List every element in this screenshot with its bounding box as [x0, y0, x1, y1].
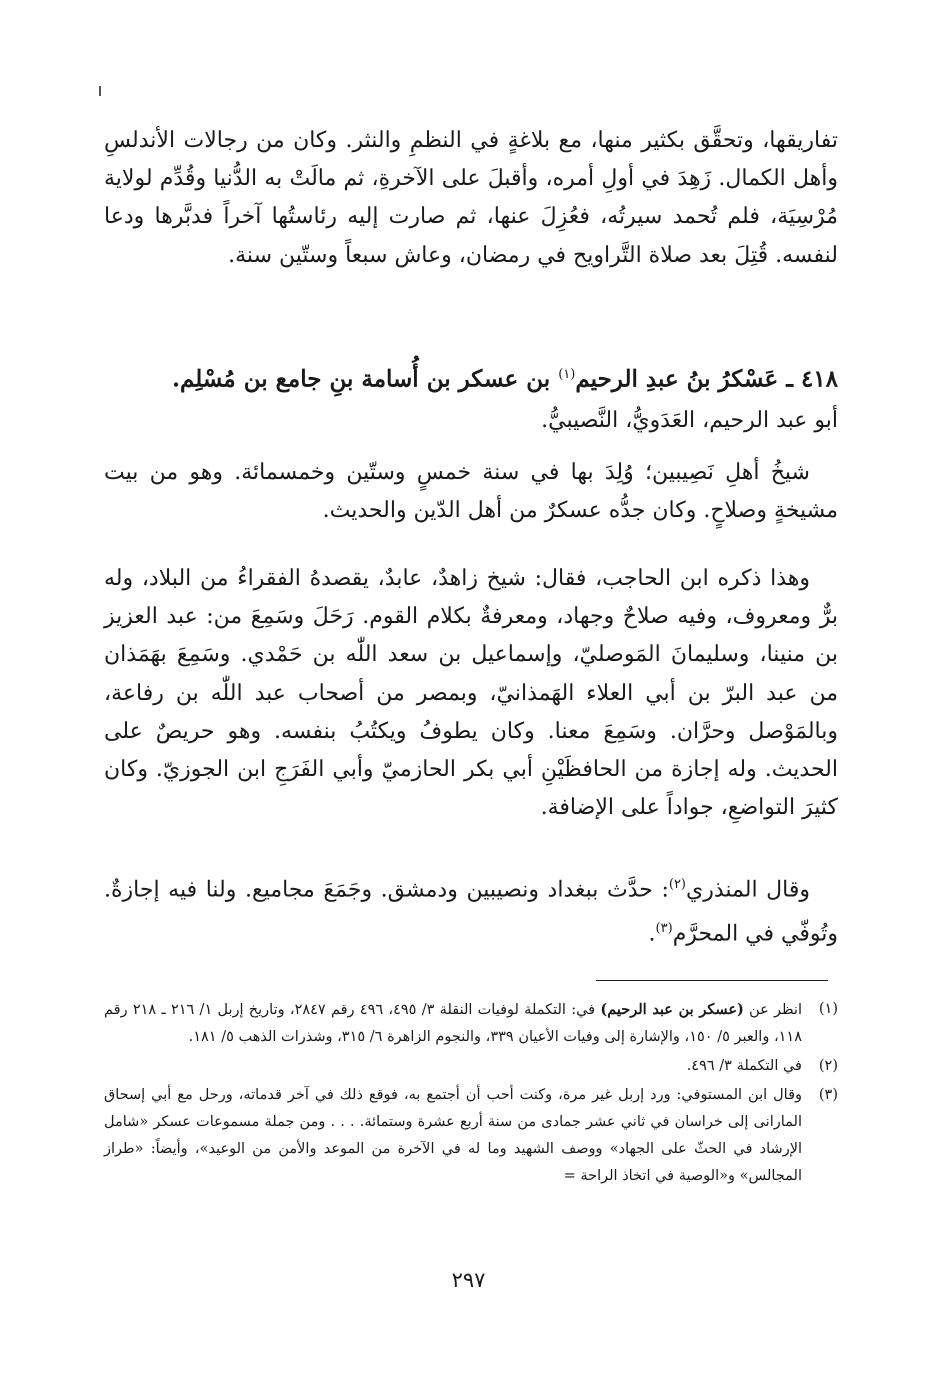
footnote-marker[interactable]: (١)	[558, 367, 576, 382]
footnote-2	[104, 1053, 838, 1080]
paragraph-continuation	[104, 122, 838, 275]
entry-heading-lineage: بن عسكر بن أُسامة بنِ جامع بن مُسْلِم.	[171, 365, 559, 393]
entry-heading-name: ٤١٨ ـ عَسْكرُ بنُ عبدِ الرحيم	[575, 365, 838, 393]
paragraph-ibn-alhajib	[104, 560, 838, 827]
footnote-number: (٢)	[818, 1058, 838, 1074]
footnote-number: (١)	[818, 1001, 838, 1017]
footnote-separator	[596, 980, 828, 981]
footnote-body	[104, 996, 802, 1051]
footnote-body	[104, 1082, 802, 1190]
paragraph-text: : حدَّث ببغداد ونصيبين ودمشق. وجَمَعَ مجاميع. ولنا فيه إجازةٌ. وتُوفّي في المحرَّم	[104, 877, 838, 946]
entry-heading	[104, 356, 838, 400]
footnote-text: في التكملة ٣/ ٤٩٦.	[686, 1058, 802, 1074]
footnote-text: في: التكملة لوفيات النقلة ٣/ ٤٩٥، ٤٩٦ رقم ٢٨٤٧، وتاريخ إربل ١/ ٢١٦ ـ ٢١٨ رقم ١١٨، والعبر ٥/ ١٥٠، والإشارة إلى وفيات الأعيان ٣٣٩، والنجوم الزاهرة ٦/ ٣١٥، وشذرات الذهب ٥/ ١٨١.	[104, 1002, 802, 1045]
footnote-1	[104, 996, 838, 1051]
footnote-bold: (عسكر بن عبد الرحيم)	[600, 1001, 744, 1018]
entry-kunya	[104, 402, 838, 440]
paragraph-almundhiri	[104, 866, 838, 953]
paragraph-text: تفاريقها، وتحقَّق بكثير منها، مع بلاغةٍ في النظمِ والنثر. وكان من رجالات الأندلسِ وأهل الكمال. زَهِدَ في أولِ أمره، وأقبلَ على الآخرةِ، ثم مالَتْ به الدُّنيا وقُدِّم لولاية مُرْسِيَة، فلم تُحمد سيرتُه، فعُزِلَ عنها، ثم صارت إليه رئاستُها آخراً فدبَّرها ودعا لنفسه. قُتِلَ بعد صلاة التَّراويح في رمضان، وعاش سبعاً وستّين سنة.	[104, 128, 838, 268]
footnotes	[104, 996, 838, 1192]
paragraph-text: وهذا ذكره ابن الحاجب، فقال: شيخ زاهدٌ، عابدٌ، يقصدهُ الفقراءُ من البلاد، وله برٌّ ومعروف، وفيه صلاحٌ وجهاد، ومعرفةٌ بكلام القوم. رَحَلَ وسَمِعَ من: عبد العزيز بن منينا، وسليمانَ المَوصليّ، وإسماعيل بن سعد اللّٰه بن حَمْدي. وسَمِعَ بهَمَذان من عبد البرّ بن أبي العلاء الهَمذانيّ، وبمصر من أصحاب عبد اللّٰه بن رفاعة، وبالمَوْصل وحرَّان. وسَمِعَ معنا. وكان يطوفُ ويكتُبُ بنفسه. وهو حريصٌ على الحديث. وله إجازة من الحافظَيْنِ أبي بكر الحازميّ وأبي الفَرَجِ ابن الجوزيّ. وكان كثيرَ التواضعِ، جواداً على الإضافة.	[104, 566, 838, 821]
footnote-lead: انظر عن	[743, 1002, 802, 1018]
paragraph-biography	[104, 454, 838, 530]
kunya-text: أبو عبد الرحيم، العَدَويُّ، النَّصيبيُّ.	[541, 408, 838, 433]
scan-speck	[99, 86, 101, 96]
footnote-3	[104, 1082, 838, 1190]
paragraph-text: وقال المنذري	[686, 877, 810, 903]
paragraph-end: .	[648, 920, 656, 946]
footnote-body	[104, 1053, 802, 1080]
footnote-marker[interactable]: (٢)	[668, 877, 686, 892]
paragraph-text: شيخُ أهلِ نَصِيبين؛ وُلِدَ بها في سنة خمسٍ وستّين وخمسمائة. وهو من بيت مشيخةٍ وصلاحٍ. وكان جدُّه عسكرٌ من أهل الدّين والحديث.	[104, 460, 838, 524]
footnote-text: وقال ابن المستوفي: ورد إربل غير مرة، وكنت أحب أن أجتمع به، فوقع ذلك في آخر قدماته، ورحل مع أبي إسحاق المارانى إلى خراسان في ثاني عشر جمادى من سنة أربع عشرة وستمائة. . . . ومن جملة مسموعات عسكر «شامل الإرشاد في الحثّ على الجهاد» ووصف الشهيد وما له في الآخرة من الموعد والأمن من الوعيد»، وأيضاً: «طراز المجالس» و«الوصية في اتخاذ الراحة =	[104, 1087, 802, 1184]
page-number: ٢٩٧	[451, 1268, 486, 1292]
footnote-number: (٣)	[818, 1087, 838, 1103]
footnote-marker[interactable]: (٣)	[655, 920, 673, 936]
